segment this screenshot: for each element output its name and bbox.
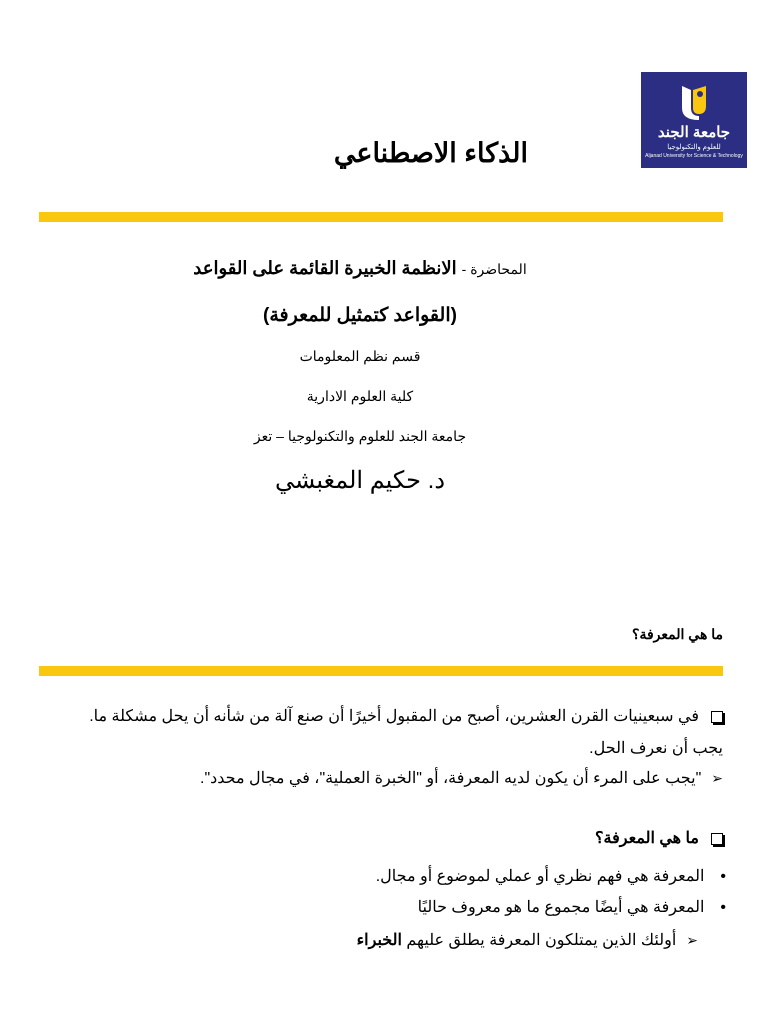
university-emblem-icon: [679, 84, 709, 120]
title-divider: [39, 212, 723, 222]
question-text: ما هي المعرفة؟: [595, 830, 699, 847]
college: كلية العلوم الادارية: [306, 388, 414, 404]
paragraph-continuation: يجب أن نعرف الحل.: [589, 740, 723, 757]
section-divider: [39, 666, 723, 676]
bullet-item: [418, 897, 726, 917]
lecture-title: الانظمة الخبيرة القائمة على القواعد: [193, 258, 457, 278]
lecture-subtitle: (القواعد كتمثيل للمعرفة): [263, 305, 457, 326]
department: قسم نظم المعلومات: [299, 348, 421, 364]
bullet-text: المعرفة هي فهم نظري أو عملي لموضوع أو مجال.: [375, 868, 705, 885]
lecture-prefix: المحاضرة -: [461, 261, 527, 277]
arrow-bullet-icon: ➢: [711, 770, 723, 786]
question-line: [595, 828, 723, 848]
dot-bullet-icon: •: [720, 899, 726, 916]
lecture-line: [100, 258, 620, 279]
university-logo: [641, 72, 747, 168]
sub-bullet-item: [357, 930, 698, 950]
quote-line: [200, 768, 723, 788]
bullet-text: المعرفة هي أيضًا مجموع ما هو معروف حاليًا: [417, 899, 705, 916]
sub-bullet-text: أولئك الذين يمتلكون المعرفة يطلق عليهم: [406, 932, 677, 949]
paragraph-line: [89, 706, 723, 726]
arrow-bullet-icon: ➢: [686, 932, 698, 948]
university: جامعة الجند للعلوم والتكنولوجيا – تعز: [253, 428, 467, 444]
logo-subtitle-english: Aljanad University for Science & Technology: [645, 153, 743, 159]
section-heading: ما هي المعرفة؟: [632, 626, 723, 642]
checkbox-bullet-icon: [711, 711, 723, 723]
logo-subtitle-arabic: للعلوم والتكنولوجيا: [667, 144, 721, 151]
bullet-item: [376, 866, 726, 886]
lecturer-name: د. حكيم المغبشي: [274, 467, 446, 494]
logo-name: جامعة الجند: [657, 124, 731, 141]
checkbox-bullet-icon: [711, 833, 723, 845]
experts-term: الخبراء: [356, 932, 402, 949]
quote-text: "يجب على المرء أن يكون لديه المعرفة، أو "الخبرة العملية"، في مجال محدد".: [200, 770, 702, 787]
paragraph-text: في سبعينيات القرن العشرين، أصبح من المقبول أخيرًا أن صنع آلة من شأنه أن يحل مشكلة ما.: [89, 708, 699, 725]
dot-bullet-icon: •: [720, 868, 726, 885]
slide-title: الذكاء الاصطناعي: [333, 138, 528, 168]
